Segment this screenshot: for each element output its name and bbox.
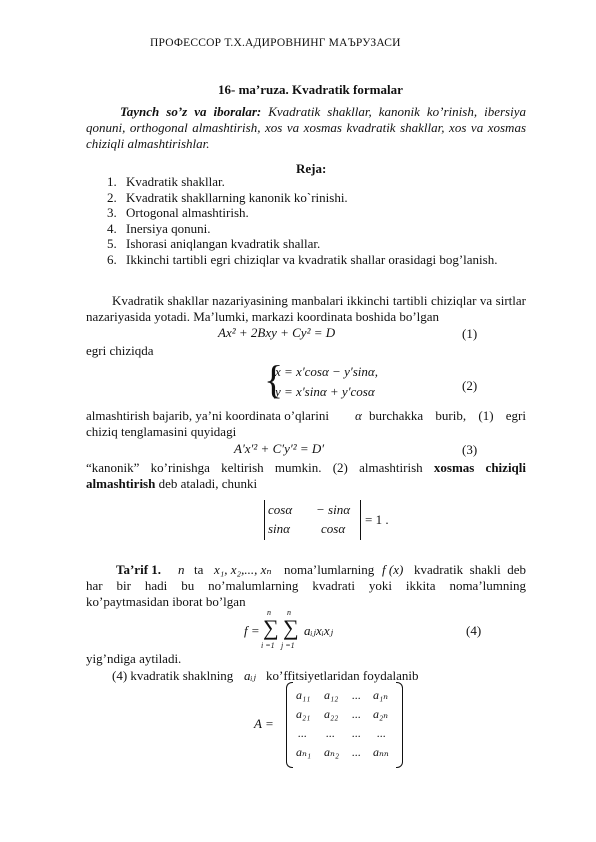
equation-4-number: (4) [466,623,482,638]
intro-paragraph: Kvadratik shakllar nazariyasining manbalari ikkinchi tartibli chiziqlar va sirtlar nazariyasida yotadi. Ma’lumki, markazi koordinata boshida bo’lgan [86,293,526,324]
definition-text-b: kvadratik shakli deb har bir hadi bu no’malumlarning kvadrati yoki ikkita noma’lumning ko’paytmasidan iborat bo’lgan [86,562,526,609]
matrix-right-bracket [396,682,403,768]
determinant-right-bar [360,500,361,540]
equation-1-number: (1) [462,326,478,341]
matrix-cell: ... [352,745,361,759]
plan-item: 5. Ishorasi aniqlangan kvadratik shallar. [120,236,497,252]
matrix-text-a: (4) kvadratik shaklning [112,668,234,683]
sum-upper-i: n [267,608,271,617]
equation-3: A′x′² + C′y′² = D′ [234,441,325,456]
plan-item: 2. Kvadratik shakllarning kanonik ko`rinishi. [120,190,497,206]
system-brace: { [264,357,284,402]
matrix-left-bracket [286,682,293,768]
equation-4-term: aᵢⱼxᵢxⱼ [304,623,334,638]
keywords-label: Taynch so’z va iboralar: [120,104,262,119]
lecture-title: 16- ma’ruza. Kvadratik formalar [218,82,403,97]
matrix-cell: a₂₂ [324,707,339,721]
aij-symbol: aᵢⱼ [244,668,256,683]
sum-lower-j: j =1 [281,641,295,650]
matrix-cell: a₁₂ [324,688,339,702]
matrix-cell: aₙ₁ [296,745,312,759]
equation-2-line-1: x = x′cosα − y′sinα, [275,364,378,379]
equation-3-number: (3) [462,442,478,457]
alpha-symbol: α [355,408,362,423]
rotation-text-b: burchakka burib, (1) egri chiziq tenglamasini quyidagi [86,408,526,439]
sum-lower-i: i =1 [261,641,275,650]
plan-heading: Reja: [296,161,327,176]
matrix-cell: a₁₁ [296,688,311,702]
matrix-text-b: ko’ffitsiyetlaridan foydalanib [266,668,419,683]
matrix-cell: a₂₁ [296,707,311,721]
sum-upper-j: n [287,608,291,617]
plan-item: 1. Kvadratik shakllar. [120,174,497,190]
det-cell: cosα [321,521,346,536]
definition-n: n [178,562,185,577]
plan-item: 3. Ortogonal almashtirish. [120,205,497,221]
matrix-cell: ... [326,726,335,740]
canonical-text-b: deb ataladi, chunki [158,476,258,491]
matrix-cell: a₁ₙ [373,688,389,702]
matrix-cell: ... [352,707,361,721]
matrix-lhs: A = [254,716,274,731]
matrix-cell: ... [352,688,361,702]
equation-2-number: (2) [462,378,478,393]
definition-text-a: noma’lumlarning [284,562,375,577]
curve-text: egri chiziqda [86,343,154,358]
keywords-paragraph [86,104,526,152]
page-header: ПРОФЕССОР Т.Х.АДИРОВНИНГ МАЪРУЗАСИ [150,37,401,49]
rotation-text-a: almashtirish bajarib, ya’ni koordinata o’qlarini [86,408,329,423]
canonical-paragraph [86,460,526,492]
sum-symbol-i: ∑ [263,615,279,640]
sum-symbol-j: ∑ [283,615,299,640]
canonical-bold: xosmas chiziqli almashtirish [86,460,527,491]
equation-2-line-2: y = x′sinα + y′cosα [275,384,375,399]
matrix-cell: aₙₙ [373,745,389,759]
matrix-cell: ... [352,726,361,740]
det-cell: sinα [268,521,290,536]
det-cell: − sinα [316,502,351,517]
equation-1: Ax² + 2Bxy + Cy² = D [218,325,336,340]
definition-fx: f (x) [382,562,404,577]
keywords-text: Kvadratik shakllar, kanonik ko’rinish, ibersiya qonuni, orthogonal almashtirish, xos va xosmas kvadratik shakllar, xos va xosmas chiziqli almashtirishlar. [86,104,526,151]
definition-label: Ta’rif 1. [116,562,162,577]
plan-list [86,174,497,267]
plan-item: 6. Ikkinchi tartibli egri chiziqlar va kvadratik shallar orasidagi bog’lanish. [120,252,497,268]
equation-4-lhs: f = [244,623,260,638]
det-cell: cosα [268,502,293,517]
definition-variables: x₁, x₂,..., xₙ [214,562,272,577]
canonical-text-a: “kanonik” ko’rinishga keltirish mumkin. (2) almashtirish [86,460,423,475]
plan-item: 4. Inersiya qonuni. [120,221,497,237]
determinant-value: = 1 . [365,512,389,527]
matrix-cell: ... [298,726,307,740]
matrix-cell: a₂ₙ [373,707,389,721]
determinant-left-bar [264,500,265,540]
matrix-cell: aₙ₂ [324,745,340,759]
matrix-cell: ... [377,726,386,740]
sum-caption: yig’ndiga aytiladi. [86,651,182,666]
definition-ta: ta [194,562,204,577]
